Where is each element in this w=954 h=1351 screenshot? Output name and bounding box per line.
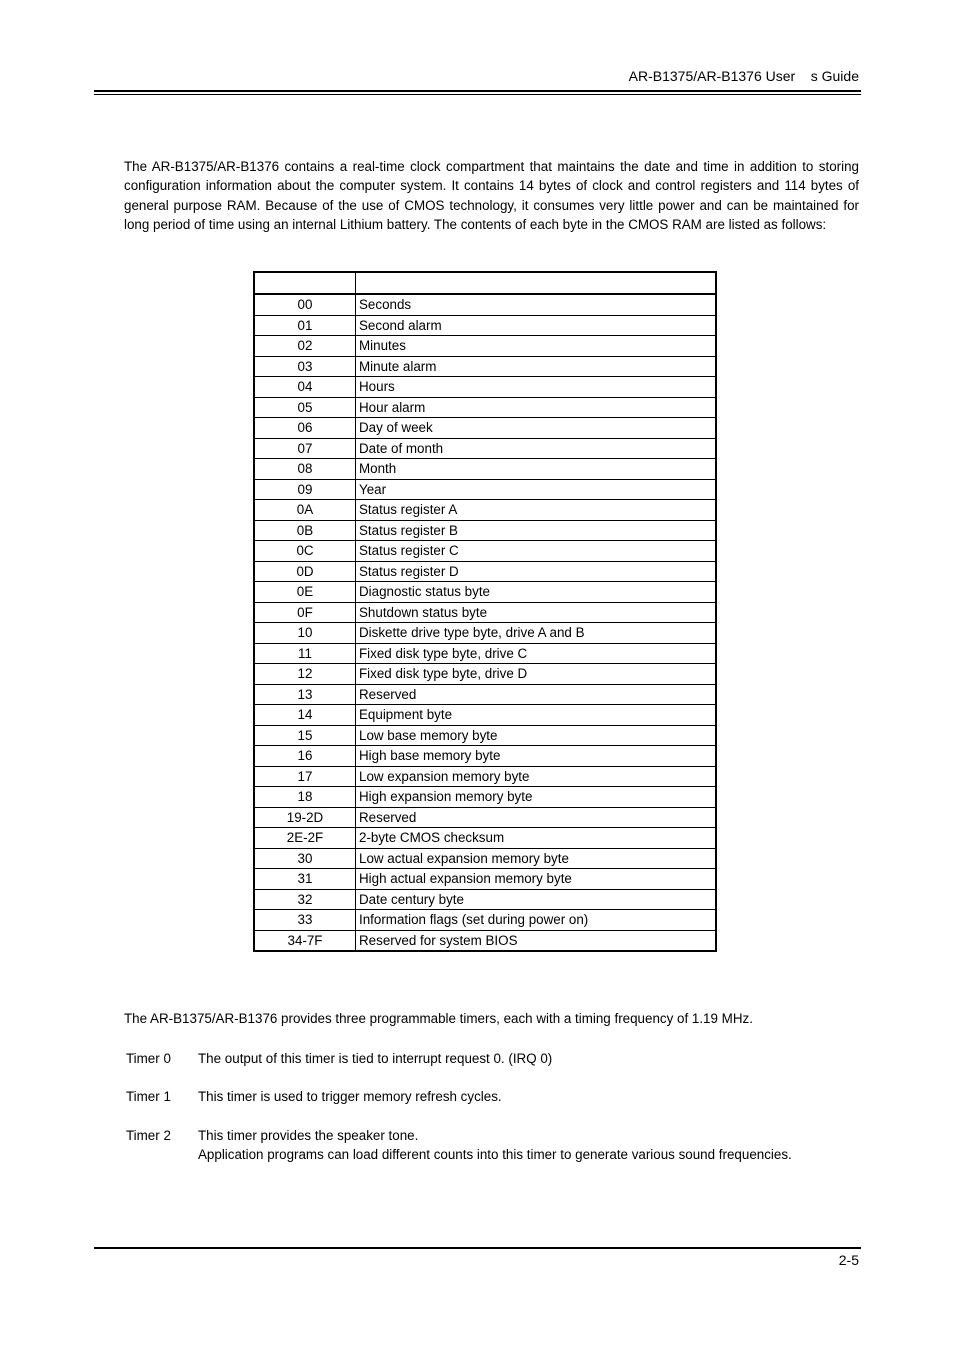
cell-description: Reserved for system BIOS	[356, 930, 717, 951]
cell-description: Date of month	[356, 438, 717, 459]
table-row	[254, 910, 716, 931]
intro-paragraph: The AR-B1375/AR-B1376 contains a real-time clock compartment that maintains the date and time in addition to storing configuration information about the computer system. It contains 14 bytes of clock and control registers and 114 bytes of general purpose RAM. Because of the use of CMOS technology, it consumes very little power and can be maintained for long period of time using an internal Lithium battery. The contents of each byte in the CMOS RAM are listed as follows:	[124, 159, 859, 233]
cell-address: 2E-2F	[254, 828, 356, 849]
cell-description: Diagnostic status byte	[356, 582, 717, 603]
table-row	[254, 602, 716, 623]
table-row	[254, 664, 716, 685]
cell-description: 2-byte CMOS checksum	[356, 828, 717, 849]
table-row	[254, 807, 716, 828]
header-rule	[94, 90, 861, 92]
cell-address: 15	[254, 725, 356, 746]
cell-address: 19-2D	[254, 807, 356, 828]
cell-description: Status register B	[356, 520, 717, 541]
table-row	[254, 930, 716, 951]
cell-description: High expansion memory byte	[356, 787, 717, 808]
timer-description-line-2: Application programs can load different counts into this timer to generate various sound frequencies.	[198, 1147, 792, 1163]
cell-description: Information flags (set during power on)	[356, 910, 717, 931]
cell-address: 00	[254, 294, 356, 315]
table-row	[254, 315, 716, 336]
table-row	[254, 500, 716, 521]
cell-address: 13	[254, 684, 356, 705]
table-row	[254, 746, 716, 767]
cell-description: Minutes	[356, 336, 717, 357]
cell-description: Hours	[356, 377, 717, 398]
cell-address: 05	[254, 397, 356, 418]
header-title: AR-B1375/AR-B1376 User s Guide	[628, 68, 859, 84]
table-row	[254, 479, 716, 500]
timer-description: The output of this timer is tied to interrupt request 0. (IRQ 0)	[198, 1051, 553, 1066]
table-row	[254, 438, 716, 459]
timer-label: Timer 1	[126, 1089, 171, 1104]
cell-address: 09	[254, 479, 356, 500]
table-row	[254, 766, 716, 787]
cell-description: Month	[356, 459, 717, 480]
cmos-ram-table	[253, 271, 717, 952]
table-body	[254, 294, 716, 951]
cell-description: Reserved	[356, 807, 717, 828]
table-row	[254, 643, 716, 664]
cell-description: Reserved	[356, 684, 717, 705]
table-row	[254, 623, 716, 644]
table-row	[254, 459, 716, 480]
table-row	[254, 520, 716, 541]
table-row	[254, 787, 716, 808]
cell-address: 11	[254, 643, 356, 664]
timer-label: Timer 0	[126, 1051, 171, 1066]
table-row	[254, 541, 716, 562]
cell-address: 0C	[254, 541, 356, 562]
cell-address: 14	[254, 705, 356, 726]
cell-address: 18	[254, 787, 356, 808]
cell-description: Low expansion memory byte	[356, 766, 717, 787]
cell-description: Low base memory byte	[356, 725, 717, 746]
cell-address: 31	[254, 869, 356, 890]
table-header-address	[254, 272, 356, 294]
timer-label: Timer 2	[126, 1128, 171, 1143]
table-row	[254, 294, 716, 315]
timer-description: This timer provides the speaker tone.	[198, 1128, 419, 1143]
cell-address: 17	[254, 766, 356, 787]
page-number: 2-5	[838, 1252, 859, 1268]
cell-address: 34-7F	[254, 930, 356, 951]
cell-address: 12	[254, 664, 356, 685]
cell-address: 03	[254, 356, 356, 377]
cell-description: Status register C	[356, 541, 717, 562]
table-row	[254, 336, 716, 357]
cell-description: Hour alarm	[356, 397, 717, 418]
cell-description: Status register D	[356, 561, 717, 582]
timers-intro: The AR-B1375/AR-B1376 provides three programmable timers, each with a timing frequency of 1.19 MHz.	[124, 1011, 753, 1026]
table-row	[254, 561, 716, 582]
timer-description: This timer is used to trigger memory refresh cycles.	[198, 1089, 502, 1104]
cell-description: Equipment byte	[356, 705, 717, 726]
table-row	[254, 397, 716, 418]
cell-description: Date century byte	[356, 889, 717, 910]
cell-description: Year	[356, 479, 717, 500]
cell-description: Second alarm	[356, 315, 717, 336]
table-row	[254, 705, 716, 726]
cell-description: Day of week	[356, 418, 717, 439]
table-row	[254, 684, 716, 705]
cell-address: 01	[254, 315, 356, 336]
table-header-row	[254, 272, 716, 294]
cell-address: 0A	[254, 500, 356, 521]
cell-description: Seconds	[356, 294, 717, 315]
cell-address: 08	[254, 459, 356, 480]
table-row	[254, 418, 716, 439]
header-rule-thin	[94, 94, 861, 95]
cell-description: Fixed disk type byte, drive D	[356, 664, 717, 685]
cell-description: High base memory byte	[356, 746, 717, 767]
table-header-description	[356, 272, 717, 294]
table-row	[254, 869, 716, 890]
cell-address: 32	[254, 889, 356, 910]
cell-description: High actual expansion memory byte	[356, 869, 717, 890]
cell-address: 0B	[254, 520, 356, 541]
cell-address: 16	[254, 746, 356, 767]
cell-address: 10	[254, 623, 356, 644]
footer-rule	[94, 1247, 861, 1249]
cell-address: 0F	[254, 602, 356, 623]
cell-description: Low actual expansion memory byte	[356, 848, 717, 869]
table-row	[254, 828, 716, 849]
cell-address: 02	[254, 336, 356, 357]
cell-address: 33	[254, 910, 356, 931]
cell-description: Minute alarm	[356, 356, 717, 377]
table-row	[254, 889, 716, 910]
cell-address: 04	[254, 377, 356, 398]
table-row	[254, 356, 716, 377]
table-row	[254, 725, 716, 746]
cell-address: 07	[254, 438, 356, 459]
cell-description: Shutdown status byte	[356, 602, 717, 623]
cell-description: Fixed disk type byte, drive C	[356, 643, 717, 664]
cell-address: 0E	[254, 582, 356, 603]
table-row	[254, 848, 716, 869]
table-row	[254, 582, 716, 603]
cell-address: 06	[254, 418, 356, 439]
cell-description: Diskette drive type byte, drive A and B	[356, 623, 717, 644]
table-row	[254, 377, 716, 398]
cell-description: Status register A	[356, 500, 717, 521]
cell-address: 30	[254, 848, 356, 869]
cell-address: 0D	[254, 561, 356, 582]
